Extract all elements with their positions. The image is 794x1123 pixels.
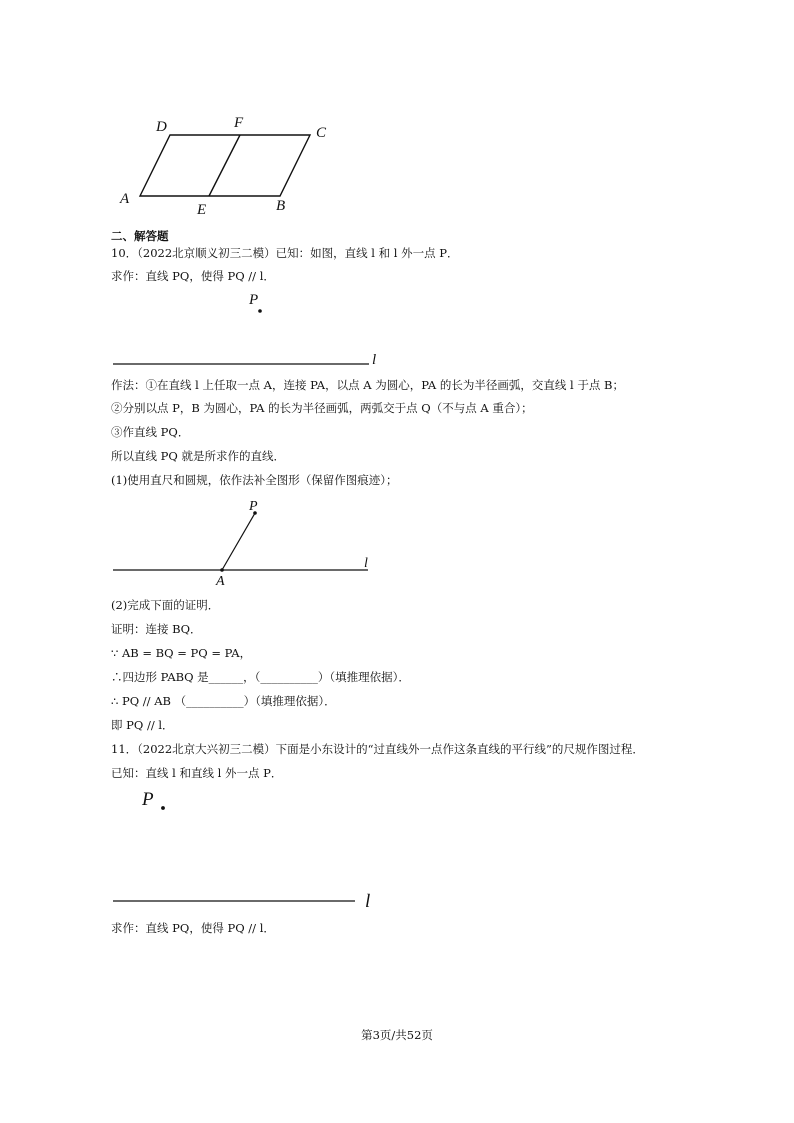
label-f: F (234, 115, 244, 131)
label-l: l (372, 352, 377, 368)
q10-proof-3: ∴四边形 PABQ 是______，（__________）（填推理依据）． (111, 670, 410, 684)
q10-task: 求作：直线 PQ，使得 PQ // l． (111, 269, 275, 283)
label-l: l (364, 556, 368, 571)
q10-proof-1: 证明：连接 BQ． (111, 622, 202, 636)
label-d: D (156, 119, 167, 135)
label-p: P (249, 499, 258, 514)
q10-proof-4: ∴ PQ // AB （__________）（填推理依据）． (111, 694, 336, 708)
label-a: A (216, 574, 225, 589)
q11-task: 求作：直线 PQ，使得 PQ // l． (111, 921, 275, 935)
section-heading: 二、解答题 (111, 229, 169, 243)
q10-part1: (1)使用直尺和圆规，依作法补全图形（保留作图痕迹）； (111, 473, 398, 487)
label-a: A (120, 191, 130, 207)
page-footer: 第3页/共52页 (361, 1028, 433, 1042)
q10-proof-5: 即 PQ // l． (111, 718, 174, 732)
label-l: l (365, 891, 371, 912)
q11-header: 11．（2022北京大兴初三二模）下面是小东设计的“过直线外一点作这条直线的平行线”的尺规作图过程． (111, 742, 644, 756)
q10-method-2: ②分别以点 P，B 为圆心，PA 的长为半径画弧，两弧交于点 Q（不与点 A 重合）； (111, 401, 533, 415)
label-b: B (276, 198, 286, 214)
q10-method-1: 作法：①在直线 l 上任取一点 A，连接 PA，以点 A 为圆心，PA 的长为半径画弧，交直线 l 于点 B； (111, 378, 624, 392)
label-c: C (316, 125, 327, 141)
q10-method-3: ③作直线 PQ． (111, 425, 190, 439)
label-p: P (249, 292, 259, 308)
label-p: P (142, 789, 154, 810)
q10-conclusion: 所以直线 PQ 就是所求作的直线． (111, 449, 285, 463)
label-e: E (197, 202, 207, 218)
q10-header: 10．（2022北京顺义初三二模）已知：如图，直线 l 和 l 外一点 P． (111, 246, 459, 260)
q10-proof-2: ∵ AB = BQ = PQ = PA， (111, 646, 252, 660)
point-p (161, 806, 165, 810)
q11-given: 已知：直线 l 和直线 l 外一点 P． (111, 766, 283, 780)
q10-part2: (2)完成下面的证明． (111, 598, 220, 612)
